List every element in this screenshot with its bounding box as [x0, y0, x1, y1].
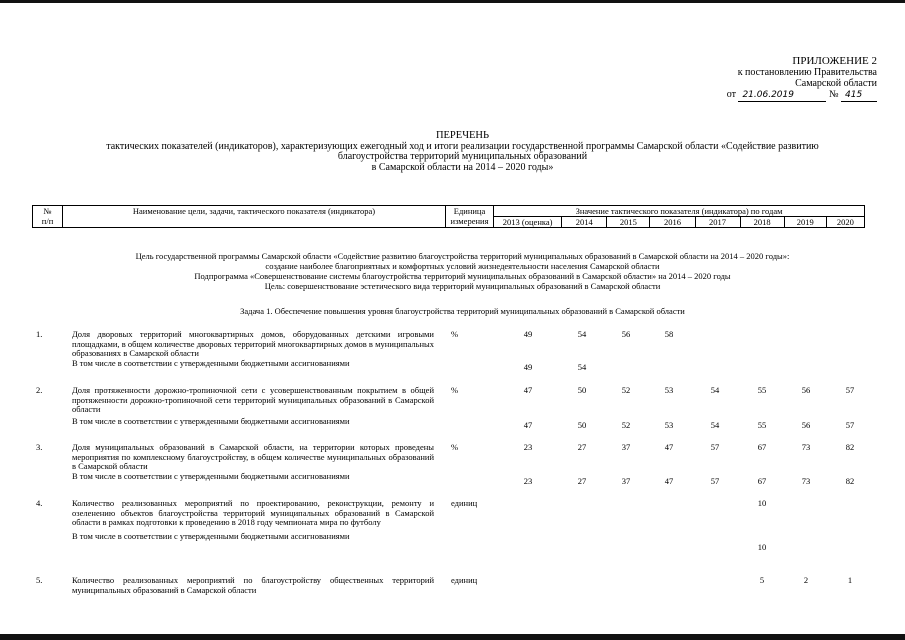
header-year: 2015: [607, 217, 650, 228]
value-cell: 54: [577, 329, 587, 339]
row-description: [72, 443, 434, 481]
value-cell: 73: [801, 442, 811, 452]
sub-value-cell: 47: [664, 476, 674, 486]
sub-value-cell: 27: [577, 476, 587, 486]
header-year: 2014: [562, 217, 607, 228]
row-unit: единиц: [451, 498, 478, 508]
row-unit: %: [451, 442, 459, 452]
value-cell: 2: [803, 575, 809, 585]
header-num-sublabel: п/п: [41, 216, 54, 226]
title-line: благоустройства территорий муниципальных образований: [337, 151, 588, 162]
value-cell: 54: [710, 385, 720, 395]
sub-value-cell: 67: [757, 476, 767, 486]
goal-line: создание наиболее благоприятных и комфортных условий жизнедеятельности населения Самарской области: [265, 261, 660, 271]
document-title: [60, 131, 865, 173]
indicator-table-header: [32, 205, 865, 228]
value-cell: 47: [523, 385, 533, 395]
row-description: [72, 330, 434, 368]
appendix-line: Самарской области: [795, 78, 877, 89]
appendix-line: к постановлению Правительства: [737, 67, 877, 78]
row-number: 1.: [36, 329, 43, 339]
header-num-label: №: [43, 206, 52, 216]
sub-value-cell: 37: [621, 476, 631, 486]
value-cell: 1: [847, 575, 853, 585]
sub-value-cell: 50: [577, 420, 587, 430]
row-subtext: В том числе в соответствии с утвержденными бюджетными ассигнованиями: [72, 530, 350, 541]
value-cell: 50: [577, 385, 587, 395]
header-year: 2020: [826, 217, 864, 228]
appendix-date-line: [677, 89, 877, 102]
row-unit: %: [451, 385, 459, 395]
value-cell: 67: [757, 442, 767, 452]
header-name-cell: Наименование цели, задачи, тактического показателя (индикатора): [63, 206, 446, 228]
appendix-title: ПРИЛОЖЕНИЕ 2: [792, 55, 877, 67]
title-line: тактических показателей (индикаторов), характеризующих ежегодный ход и итоги реализации государственной программы Самарской области «Содействие развитию: [106, 140, 819, 152]
row-number: 4.: [36, 498, 43, 508]
sub-value-cell: 56: [801, 420, 811, 430]
handwritten-number: 415: [841, 90, 877, 102]
sub-value-cell: 23: [523, 476, 533, 486]
row-number: 3.: [36, 442, 43, 452]
value-cell: 57: [845, 385, 855, 395]
value-cell: 57: [710, 442, 720, 452]
row-text: Доля муниципальных образований в Самарской области, на территории которых проведены мероприятия по комплексному благоустройству, в общем количестве муниципальных образований в Самарской области: [72, 442, 434, 471]
appendix-header: [677, 56, 877, 102]
value-cell: 23: [523, 442, 533, 452]
value-cell: 10: [757, 498, 767, 508]
row-description: [72, 386, 434, 426]
title-heading: ПЕРЕЧЕНЬ: [435, 130, 490, 141]
title-line: в Самарской области на 2014 – 2020 годы»: [371, 161, 554, 173]
value-cell: 52: [621, 385, 631, 395]
row-subtext: В том числе в соответствии с утвержденными бюджетными ассигнованиями: [72, 357, 350, 368]
header-values-title: Значение тактического показателя (индикатора) по годам: [494, 206, 865, 217]
value-cell: 47: [664, 442, 674, 452]
sub-value-cell: 10: [757, 542, 767, 552]
header-year: 2018: [740, 217, 784, 228]
value-cell: 55: [757, 385, 767, 395]
value-cell: 49: [523, 329, 533, 339]
row-subtext: В том числе в соответствии с утвержденными бюджетными ассигнованиями: [72, 470, 350, 481]
sub-value-cell: 52: [621, 420, 631, 430]
row-text: Количество реализованных мероприятий по благоустройству общественных территорий муниципальных образований в Самарской области: [72, 575, 434, 595]
header-year: 2019: [784, 217, 826, 228]
subprogram-line: Подпрограмма «Совершенствование системы благоустройства территорий муниципальных образований в Самарской области» на 2014 – 2020 годы: [194, 271, 731, 281]
row-text: Количество реализованных мероприятий по проектированию, реконструкции, ремонту и озеленению объектов благоустройства территорий муниципальных образований в Самарской области в рамках подготовки к проведению в 2018 году чемпионата мира по футболу: [72, 498, 434, 527]
row-description: [72, 576, 434, 595]
sub-value-cell: 73: [801, 476, 811, 486]
row-text: Доля дворовых территорий многоквартирных домов, оборудованных детскими игровыми площадками, в общем количестве дворовых территорий многоквартирных домов в муниципальных образованиях в Самарской области: [72, 329, 434, 358]
header-unit-sublabel: измерения: [450, 216, 489, 226]
header-unit-label: Единица: [453, 206, 486, 216]
scan-edge-bottom: [0, 634, 905, 640]
header-year: 2017: [695, 217, 740, 228]
goal-block: [60, 251, 865, 291]
row-description: [72, 499, 434, 541]
sub-value-cell: 54: [710, 420, 720, 430]
value-cell: 82: [845, 442, 855, 452]
sub-value-cell: 47: [523, 420, 533, 430]
row-unit: %: [451, 329, 459, 339]
sub-value-cell: 49: [523, 362, 533, 372]
row-subtext: В том числе в соответствии с утвержденными бюджетными ассигнованиями: [72, 415, 350, 426]
sub-value-cell: 57: [710, 476, 720, 486]
header-unit-cell: [445, 206, 493, 228]
sub-value-cell: 55: [757, 420, 767, 430]
value-cell: 27: [577, 442, 587, 452]
value-cell: 37: [621, 442, 631, 452]
sub-value-cell: 53: [664, 420, 674, 430]
value-cell: 5: [759, 575, 765, 585]
value-cell: 58: [664, 329, 674, 339]
value-cell: 56: [801, 385, 811, 395]
header-num-cell: [33, 206, 63, 228]
row-unit: единиц: [451, 575, 478, 585]
header-year: 2013 (оценка): [494, 217, 562, 228]
date-prefix: от: [726, 89, 736, 100]
row-text: Доля протяженности дорожно-тропиночной сети с усовершенствованным покрытием в общей протяженности дорожно-тропиночной сети территорий муниципальных образований в Самарской области: [72, 385, 434, 414]
goal-line: Цель государственной программы Самарской области «Содействие развитию благоустройства территорий муниципальных образований в Самарской области на 2014 – 2020 годы»:: [135, 251, 790, 261]
scan-edge-top: [0, 0, 905, 3]
task-heading: Задача 1. Обеспечение повышения уровня благоустройства территорий муниципальных образований в Самарской области: [240, 306, 685, 316]
header-year: 2016: [650, 217, 695, 228]
row-number: 2.: [36, 385, 43, 395]
row-number: 5.: [36, 575, 43, 585]
sub-value-cell: 54: [577, 362, 587, 372]
value-cell: 56: [621, 329, 631, 339]
sub-value-cell: 57: [845, 420, 855, 430]
subprogram-goal-line: Цель: совершенствование эстетического вида территорий муниципальных образований в Самарской области: [264, 281, 661, 291]
sub-value-cell: 82: [845, 476, 855, 486]
value-cell: 53: [664, 385, 674, 395]
handwritten-date: 21.06.2019: [738, 90, 826, 102]
number-prefix: №: [828, 89, 839, 100]
